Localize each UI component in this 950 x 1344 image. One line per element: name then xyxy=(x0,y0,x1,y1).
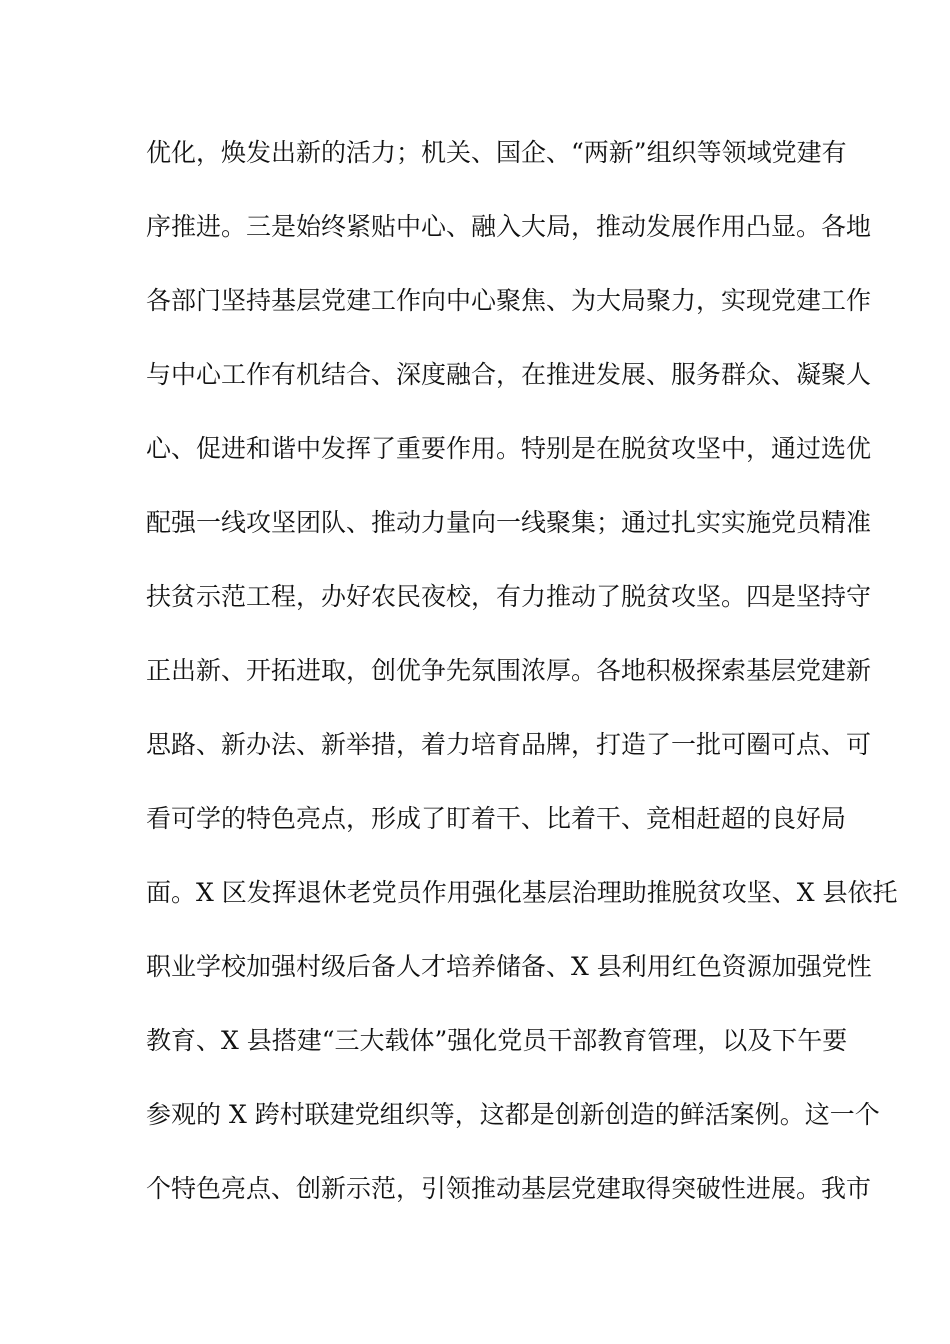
text-line: 思路、新办法、新举措，着力培育品牌，打造了一批可圈可点、可 xyxy=(146,730,872,759)
text-line: 正出新、开拓进取，创优争先氛围浓厚。各地积极探索基层党建新 xyxy=(146,656,872,685)
text-line: 面。X 区发挥退休老党员作用强化基层治理助推脱贫攻坚、X 县依托 xyxy=(146,878,898,907)
text-line: 看可学的特色亮点，形成了盯着干、比着干、竞相赶超的良好局 xyxy=(146,804,847,833)
text-line: 教育、X 县搭建“三大载体”强化党员干部教育管理，以及下午要 xyxy=(146,1026,848,1055)
body-text xyxy=(146,128,898,1238)
text-line: 心、促进和谐中发挥了重要作用。特别是在脱贫攻坚中，通过选优 xyxy=(146,434,872,463)
text-line: 参观的 X 跨村联建党组织等，这都是创新创造的鲜活案例。这一个 xyxy=(146,1100,880,1129)
text-line: 配强一线攻坚团队、推动力量向一线聚集；通过扎实实施党员精准 xyxy=(146,508,872,537)
text-line: 个特色亮点、创新示范，引领推动基层党建取得突破性进展。我市 xyxy=(146,1174,872,1203)
text-line: 优化，焕发出新的活力；机关、国企、“两新”组织等领域党建有 xyxy=(146,138,847,167)
text-line: 各部门坚持基层党建工作向中心聚焦、为大局聚力，实现党建工作 xyxy=(146,286,872,315)
text-line: 序推进。三是始终紧贴中心、融入大局，推动发展作用凸显。各地 xyxy=(146,212,872,241)
text-line: 扶贫示范工程，办好农民夜校，有力推动了脱贫攻坚。四是坚持守 xyxy=(146,582,872,611)
text-line: 职业学校加强村级后备人才培养储备、X 县利用红色资源加强党性 xyxy=(146,952,872,981)
text-line: 与中心工作有机结合、深度融合，在推进发展、服务群众、凝聚人 xyxy=(146,360,872,389)
